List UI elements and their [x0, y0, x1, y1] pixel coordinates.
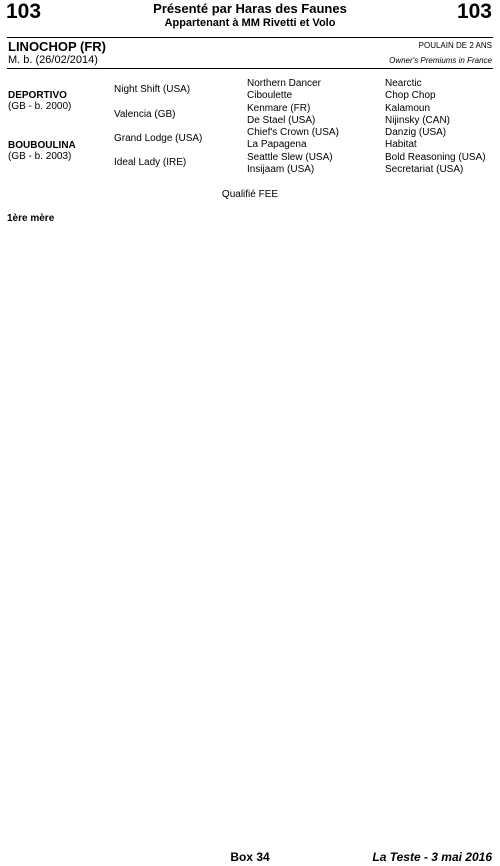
qualification: Qualifié FEE — [221, 189, 279, 200]
pedigree-sire-info: (GB - b. 2000) — [8, 101, 72, 112]
pedigree-dam-info: (GB - b. 2003) — [8, 151, 72, 162]
pedigree-gen3: Northern Dancer — [247, 78, 321, 89]
lot-number: 103 — [6, 0, 42, 23]
horse-name: LINOCHOP (FR) — [8, 39, 106, 54]
pedigree-gen3: De Stael (USA) — [247, 115, 316, 126]
pedigree-gen4: Nijinsky (CAN) — [385, 115, 450, 126]
box-number: Box 34 — [230, 850, 270, 864]
pedigree-sire: DEPORTIVO — [8, 90, 67, 101]
pedigree-gen4: Chop Chop — [385, 90, 436, 101]
pedigree-gen3: Seattle Slew (USA) — [247, 152, 333, 163]
divider — [7, 68, 493, 69]
pedigree-gen4: Habitat — [385, 139, 417, 150]
sex-age: POULAIN DE 2 ANS — [418, 41, 492, 50]
pedigree-gen2: Ideal Lady (IRE) — [114, 157, 187, 168]
owner-premiums: Owner's Premiums in France — [389, 56, 492, 65]
pedigree-gen2: Valencia (GB) — [114, 109, 176, 120]
pedigree-gen3: La Papagena — [247, 139, 307, 150]
lot-number-right: 103 — [456, 0, 492, 23]
pedigree-gen2: Night Shift (USA) — [114, 84, 191, 95]
horse-details: M. b. (26/02/2014) — [8, 54, 98, 66]
presenter: Présenté par Haras des Faunes — [153, 1, 347, 16]
divider — [7, 37, 493, 38]
pedigree-dam: BOUBOULINA — [8, 140, 76, 151]
pedigree-gen4: Nearctic — [385, 78, 422, 89]
pedigree-gen4: Bold Reasoning (USA) — [385, 152, 486, 163]
section-heading: 1ère mère — [7, 213, 55, 224]
pedigree-gen4: Kalamoun — [385, 103, 431, 114]
pedigree-gen3: Insijaam (USA) — [247, 164, 315, 175]
pedigree-gen2: Grand Lodge (USA) — [114, 133, 203, 144]
pedigree-gen3: Kenmare (FR) — [247, 103, 311, 114]
pedigree-gen3: Chief's Crown (USA) — [247, 127, 339, 138]
pedigree-gen4: Danzig (USA) — [385, 127, 447, 138]
pedigree-gen3: Ciboulette — [247, 90, 293, 101]
sale-date: La Teste - 3 mai 2016 — [372, 850, 492, 864]
catalogue-body — [7, 208, 495, 225]
catalogue-header — [0, 0, 500, 36]
owner-line: Appartenant à MM Rivetti et Volo — [164, 17, 336, 29]
pedigree-gen4: Secretariat (USA) — [385, 164, 464, 175]
